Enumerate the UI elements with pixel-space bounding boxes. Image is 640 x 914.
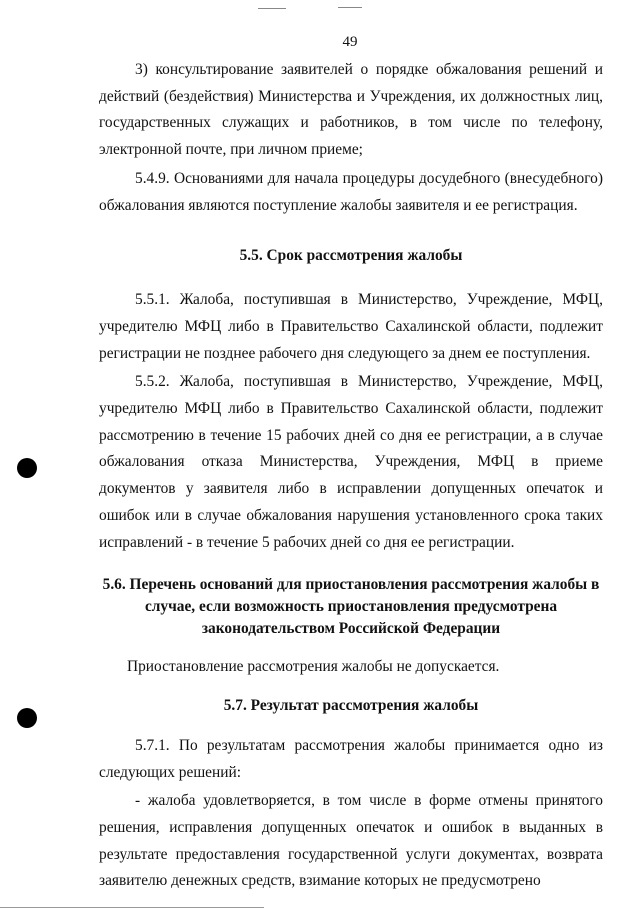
paragraph: - жалоба удовлетворяется, в том числе в форме отмены принятого решения, исправления допущенных опечаток и ошибок в выданных в результате предоставления государственной услуги документах, возврата заявителю денежных средств, взимание которых не предусмотрено: [99, 792, 603, 890]
scan-artifact: [258, 8, 286, 9]
paragraph: 5.5.1. Жалоба, поступившая в Министерство, Учреждение, МФЦ, учредителю МФЦ либо в Правительство Сахалинской области, подлежит регистрации не позднее рабочего дня следующего за днем ее поступления.: [99, 291, 603, 362]
section-heading: 5.6. Перечень оснований для приостановления рассмотрения жалобы в случае, если возможность приостановления предусмотрена законодательством Российской Федерации: [102, 576, 600, 638]
document-body: [99, 57, 603, 895]
page-number: 49: [342, 34, 358, 50]
scan-artifact: [0, 907, 264, 908]
paragraph: 5.5.2. Жалоба, поступившая в Министерство, Учреждение, МФЦ, учредителю МФЦ либо в Правительство Сахалинской области, подлежит рассмотрению в течение 15 рабочих дней со дня ее регистрации, а в случае обжалования отказа Министерства, Учреждения, МФЦ в приеме документов у заявителя либо в исправлении допущенных опечаток и ошибок или в случае обжалования нарушения установленного срока таких исправлений - в течение 5 рабочих дней со дня ее регистрации.: [99, 373, 603, 551]
paragraph: 3) консультирование заявителей о порядке обжалования решений и действий (бездействия) Министерства и Учреждения, их должностных лиц, государственных служащих и работников, в том числе по телефону, электронной почте, при личном приеме;: [99, 61, 603, 159]
section-heading: 5.5. Срок рассмотрения жалобы: [239, 247, 463, 265]
paragraph: 5.4.9. Основаниями для начала процедуры досудебного (внесудебного) обжалования являются поступление жалобы заявителя и ее регистрация.: [99, 169, 603, 214]
binder-hole-mark: [17, 708, 37, 728]
paragraph: Приостановление рассмотрения жалобы не допускается.: [127, 658, 500, 676]
paragraph: 5.7.1. По результатам рассмотрения жалобы принимается одно из следующих решений:: [99, 736, 603, 781]
scan-artifact: [338, 7, 362, 8]
section-heading: 5.7. Результат рассмотрения жалобы: [223, 696, 479, 714]
binder-hole-mark: [17, 458, 37, 478]
